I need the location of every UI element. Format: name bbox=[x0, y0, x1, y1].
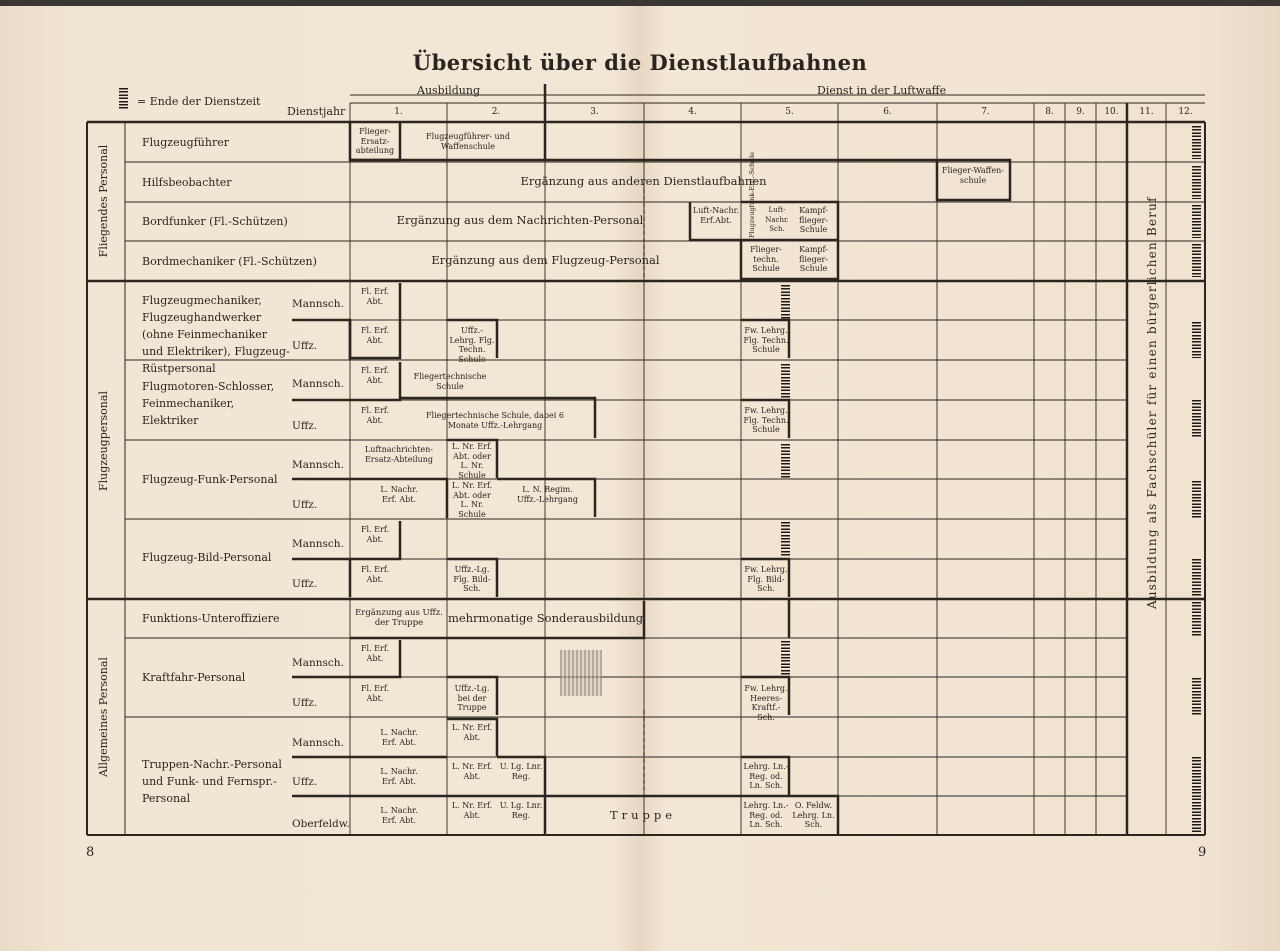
cell-uffz-lg-bild: Uffz.-Lg. Flg. Bild-Sch. bbox=[453, 565, 491, 593]
cell-u-lg-lnr: U. Lg. Lnr. Reg. bbox=[499, 801, 543, 820]
end-of-service-icon bbox=[1192, 322, 1201, 358]
rank-nco: Uffz. bbox=[292, 420, 318, 432]
end-of-service-icon bbox=[1192, 481, 1201, 518]
year-6: 6. bbox=[883, 107, 892, 117]
rank-nco: Uffz. bbox=[292, 499, 318, 511]
end-of-service-icon bbox=[1192, 400, 1201, 438]
cell-fw-lehrg-heeres: Fw. Lehrg. Heeres-Kraftf.-Sch. bbox=[744, 684, 788, 722]
cell-uffz-lg-truppe: Uffz.-Lg. bei der Truppe bbox=[454, 684, 490, 712]
end-of-service-icon bbox=[1192, 166, 1201, 199]
cell-fl-erf-abt: Fl. Erf. Abt. bbox=[360, 684, 390, 703]
row-label-aircraft-mechanic: Flugzeugmechaniker, Flugzeughandwerker (ohne Feinmechaniker und Elektriker), Flugzeug-Rüstpersonal bbox=[142, 294, 290, 375]
cell-lnr-erf-oder: L. Nr. Erf. Abt. oder L. Nr. Schule bbox=[451, 442, 493, 480]
ink-stamp bbox=[560, 650, 602, 696]
year-header: Dienstjahr bbox=[287, 105, 346, 118]
cell-erg-nachr: Ergänzung aus dem Nachrichten-Personal bbox=[396, 213, 644, 227]
rank-nco: Uffz. bbox=[292, 340, 318, 352]
end-of-service-icon bbox=[1192, 205, 1201, 238]
cell-lehrg-ln: Lehrg. Ln.-Reg. od. Ln. Sch. bbox=[743, 801, 789, 829]
year-1: 1. bbox=[394, 107, 403, 117]
end-of-service-icon bbox=[781, 364, 790, 398]
end-of-service-icon bbox=[1192, 126, 1201, 159]
cell-fl-erf-abt: Fl. Erf. Abt. bbox=[360, 326, 390, 345]
training-header: Ausbildung bbox=[417, 84, 481, 97]
group-aircraft-personnel: Flugzeugpersonal bbox=[97, 391, 110, 491]
rank-nco: Uffz. bbox=[292, 578, 318, 590]
right-note: Ausbildung als Fachschüler für einen bürgerlichen Beruf bbox=[1145, 196, 1159, 609]
year-5: 5. bbox=[785, 107, 794, 117]
cell-o-feldw: O. Feldw. Lehrg. Ln. Sch. bbox=[792, 801, 835, 829]
end-of-service-icon bbox=[1192, 678, 1201, 716]
cell-lnr-erf-oder: L. Nr. Erf. Abt. oder L. Nr. Schule bbox=[451, 481, 493, 519]
row-label-engine-fitter: Flugmotoren-Schlosser, Feinmechaniker, Elektriker bbox=[142, 380, 275, 427]
row-label-aircraft-photo: Flugzeug-Bild-Personal bbox=[142, 551, 272, 564]
cell-erg-andere: Ergänzung aus anderen Dienstlaufbahnen bbox=[520, 174, 767, 188]
cell-l-nachr-erf: L. Nachr. Erf. Abt. bbox=[380, 767, 418, 786]
cell-u-lg-lnr: U. Lg. Lnr. Reg. bbox=[499, 762, 543, 781]
rank-men: Mannsch. bbox=[292, 737, 344, 749]
cell-fuehrer-schule: Flugzeugführer- und Waffenschule bbox=[426, 132, 510, 151]
cell-flieger-ersatz: Flieger-Ersatz-abteilung bbox=[355, 127, 395, 155]
row-label-pilot: Flugzeugführer bbox=[142, 136, 229, 149]
page-number-right: 9 bbox=[1198, 845, 1207, 860]
row-label-flight-mechanic: Bordmechaniker (Fl.-Schützen) bbox=[142, 255, 317, 268]
page-number-left: 8 bbox=[86, 845, 95, 860]
row-label-function-nco: Funktions-Unteroffiziere bbox=[142, 612, 280, 625]
end-of-service-icon bbox=[781, 444, 790, 478]
end-of-service-icon bbox=[1192, 602, 1201, 637]
cell-luft-nachr-sch: Luft-Nachr. Sch. bbox=[765, 206, 789, 233]
rank-nco: Uffz. bbox=[292, 697, 318, 709]
cell-fw-lehrg-bild: Fw. Lehrg. Flg. Bild-Sch. bbox=[744, 565, 788, 593]
cell-truppe: Truppe bbox=[609, 808, 677, 822]
cell-lnr-regim: L. N. Regim. Uffz.-Lehrgang bbox=[516, 485, 579, 504]
cell-kampf-schule: Kampf-flieger-Schule bbox=[798, 245, 828, 273]
cell-flieger-techn: Flieger-techn. Schule bbox=[750, 245, 782, 273]
year-7: 7. bbox=[981, 107, 990, 117]
cell-fw-lehrg: Fw. Lehrg. Flg. Techn. Schule bbox=[743, 326, 789, 354]
cell-lehrg-ln: Lehrg. Ln.-Reg. od. Ln. Sch. bbox=[743, 762, 789, 790]
year-12: 12. bbox=[1178, 107, 1193, 117]
rank-nco: Uffz. bbox=[292, 776, 318, 788]
cell-fl-erf-abt: Fl. Erf. Abt. bbox=[360, 287, 390, 306]
year-10: 10. bbox=[1104, 107, 1119, 117]
cell-l-nachr-erf: L. Nachr. Erf. Abt. bbox=[380, 806, 418, 825]
end-of-service-icon bbox=[781, 522, 790, 557]
end-of-service-icon bbox=[1192, 559, 1201, 596]
cell-l-nr-erf: L. Nr. Erf. Abt. bbox=[451, 801, 493, 820]
rank-men: Mannsch. bbox=[292, 657, 344, 669]
cell-fl-erf-abt: Fl. Erf. Abt. bbox=[360, 565, 390, 584]
cell-kampf-schule: Kampf-flieger-Schule bbox=[798, 206, 828, 234]
cell-fl-erf-abt: Fl. Erf. Abt. bbox=[360, 366, 390, 385]
rank-men: Mannsch. bbox=[292, 378, 344, 390]
group-general-personnel: Allgemeines Personal bbox=[97, 657, 110, 777]
cell-erg-flugzeug: Ergänzung aus dem Flugzeug-Personal bbox=[431, 253, 660, 267]
cell-flieger-waffen: Flieger-Waffen-schule bbox=[942, 166, 1004, 185]
year-11: 11. bbox=[1139, 107, 1154, 117]
cell-luftnachr-ersatz: Luftnachrichten-Ersatz-Abteilung bbox=[364, 445, 434, 464]
cell-fl-erf-abt: Fl. Erf. Abt. bbox=[360, 406, 390, 425]
cell-uffz-lehrg: Uffz.-Lehrg. Flg. Techn. Schule bbox=[449, 326, 495, 364]
row-label-radio-operator: Bordfunker (Fl.-Schützen) bbox=[142, 215, 288, 228]
cell-fl-erf-abt: Fl. Erf. Abt. bbox=[360, 525, 390, 544]
end-of-service-icon bbox=[1192, 757, 1201, 833]
year-8: 8. bbox=[1045, 107, 1054, 117]
cell-l-nachr-erf: L. Nachr. Erf. Abt. bbox=[380, 485, 418, 504]
cell-erg-uffz: Ergänzung aus Uffz. der Truppe bbox=[355, 608, 443, 628]
row-label-aircraft-radio: Flugzeug-Funk-Personal bbox=[142, 473, 278, 486]
year-9: 9. bbox=[1076, 107, 1085, 117]
rank-men: Mannsch. bbox=[292, 459, 344, 471]
cell-l-nr-erf: L. Nr. Erf. Abt. bbox=[451, 723, 493, 742]
group-flying-personnel: Fliegendes Personal bbox=[97, 144, 110, 258]
rank-men: Mannsch. bbox=[292, 298, 344, 310]
legend-text: = Ende der Dienstzeit bbox=[137, 95, 261, 108]
page-title: Übersicht über die Dienstlaufbahnen bbox=[412, 50, 868, 75]
row-label-driver: Kraftfahr-Personal bbox=[142, 671, 246, 684]
year-2: 2. bbox=[491, 107, 501, 117]
end-of-service-icon bbox=[781, 641, 790, 676]
end-of-service-icon bbox=[1192, 244, 1201, 277]
cell-flugzeugfunk bbox=[748, 202, 760, 238]
cell-sonder: mehrmonatige Sonderausbildung bbox=[447, 611, 644, 625]
cell-l-nachr-erf: L. Nachr. Erf. Abt. bbox=[380, 728, 418, 747]
cell-fliegertechnische: Fliegertechnische Schule bbox=[413, 372, 487, 391]
rank-senior: Oberfeldw. bbox=[292, 818, 350, 830]
end-of-service-icon bbox=[781, 285, 790, 319]
cell-fliegertechnische-uffz: Fliegertechnische Schule, dabei 6 Monate Uffz.-Lehrgang bbox=[426, 411, 564, 430]
cell-fl-erf-abt: Fl. Erf. Abt. bbox=[360, 644, 390, 663]
year-3: 3. bbox=[590, 107, 599, 117]
cell-fw-lehrg: Fw. Lehrg. Flg. Techn. Schule bbox=[743, 406, 789, 434]
rank-men: Mannsch. bbox=[292, 538, 344, 550]
row-label-signals: Truppen-Nachr.-Personal und Funk- und Fernspr.-Personal bbox=[142, 758, 282, 805]
year-4: 4. bbox=[688, 107, 697, 117]
row-label-observer: Hilfsbeobachter bbox=[142, 176, 232, 189]
cell-l-nr-erf: L. Nr. Erf. Abt. bbox=[451, 762, 493, 781]
cell-luft-nachr: Luft-Nachr. Erf.Abt. bbox=[692, 206, 740, 225]
service-header: Dienst in der Luftwaffe bbox=[817, 84, 947, 97]
